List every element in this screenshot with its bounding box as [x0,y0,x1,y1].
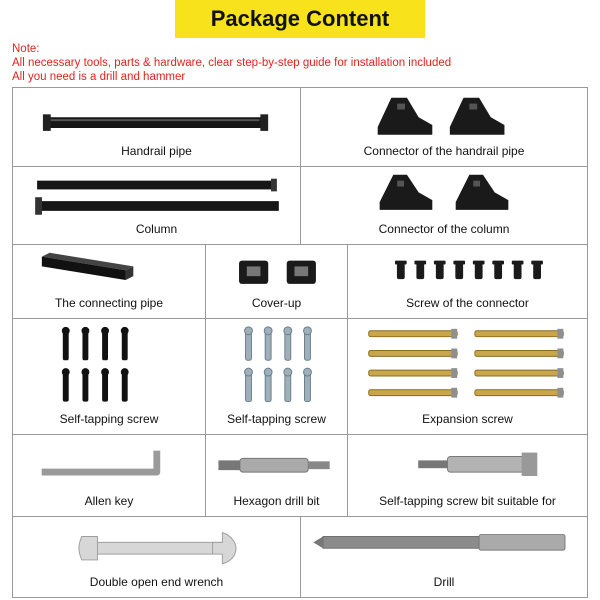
item-cover-up [205,244,348,319]
column-label: Column [135,222,178,236]
item-expansion-screw [347,318,588,435]
handrail-connector-label: Connector of the handrail pipe [363,144,525,158]
item-handrail-connector [300,87,588,167]
item-column [12,166,301,245]
note-line-2: All you need is a drill and hammer [12,71,186,83]
wrench-label: Double open end wrench [89,575,224,589]
expansion-screw-label: Expansion screw [422,412,513,426]
note-block [12,42,451,84]
item-self-tapping-black [12,318,206,435]
item-wrench [12,516,301,598]
package-grid [12,87,588,598]
screw-bit-label: Self-tapping screw bit suitable for [379,494,556,508]
handrail-pipe-label: Handrail pipe [121,144,192,158]
item-hex-drill-bit [205,434,348,517]
note-line-1: All necessary tools, parts & hardware, clear step-by-step guide for installation included [12,57,452,69]
item-connecting-pipe [12,244,206,319]
drill-label: Drill [433,575,455,589]
item-self-tapping-silver [205,318,348,435]
item-drill [300,516,588,598]
column-connector-label: Connector of the column [378,222,510,236]
item-connector-screw [347,244,588,319]
item-screw-bit [347,434,588,517]
connecting-pipe-label: The connecting pipe [54,296,164,310]
page-title: Package Content [210,6,390,31]
allen-key-label: Allen key [84,494,134,508]
connector-screw-label: Screw of the connector [406,296,529,310]
title-banner [175,0,425,38]
cover-up-label: Cover-up [251,296,302,310]
item-column-connector [300,166,588,245]
hex-drill-bit-label: Hexagon drill bit [233,494,320,508]
self-tapping-black-label: Self-tapping screw [59,412,159,426]
item-handrail-pipe [12,87,301,167]
item-allen-key [12,434,206,517]
self-tapping-silver-label: Self-tapping screw [227,412,326,426]
note-heading: Note: [12,43,40,55]
